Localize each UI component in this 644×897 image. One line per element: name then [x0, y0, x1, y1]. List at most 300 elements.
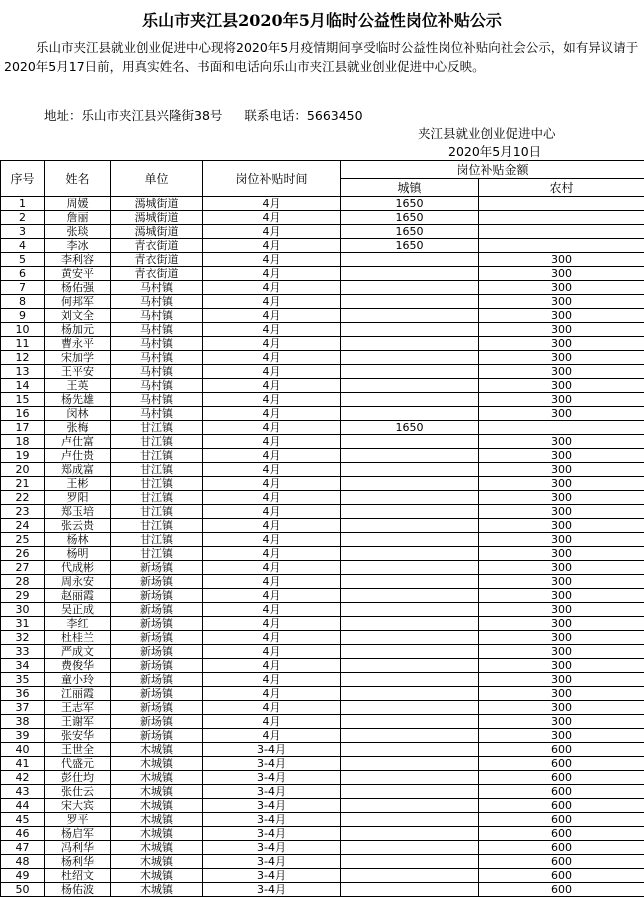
cell-name: 吴正成	[45, 603, 111, 617]
cell-period: 4月	[203, 463, 341, 477]
cell-period: 3-4月	[203, 827, 341, 841]
cell-unit: 新场镇	[111, 729, 203, 743]
table-row	[1, 659, 644, 673]
cell-rural: 300	[479, 351, 644, 365]
cell-urban	[341, 883, 479, 897]
cell-unit: 马村镇	[111, 309, 203, 323]
cell-period: 4月	[203, 659, 341, 673]
cell-urban: 1650	[341, 421, 479, 435]
cell-seq: 43	[1, 785, 45, 799]
table-row	[1, 337, 644, 351]
cell-unit: 青衣街道	[111, 267, 203, 281]
cell-name: 杨先雄	[45, 393, 111, 407]
cell-name: 杜桂兰	[45, 631, 111, 645]
table-row	[1, 771, 644, 785]
cell-name: 杨明	[45, 547, 111, 561]
cell-name: 代盛元	[45, 757, 111, 771]
cell-name: 彭仕均	[45, 771, 111, 785]
cell-name: 王谢军	[45, 715, 111, 729]
cell-period: 4月	[203, 351, 341, 365]
table-row	[1, 239, 644, 253]
cell-urban	[341, 799, 479, 813]
phone-text: 联系电话：5663450	[244, 108, 363, 123]
cell-name: 李红	[45, 617, 111, 631]
cell-unit: 新场镇	[111, 701, 203, 715]
cell-rural: 600	[479, 827, 644, 841]
header-rural: 农村	[479, 179, 644, 197]
cell-rural: 600	[479, 743, 644, 757]
cell-period: 3-4月	[203, 813, 341, 827]
table-row	[1, 813, 644, 827]
cell-unit: 甘江镇	[111, 505, 203, 519]
table-row	[1, 351, 644, 365]
cell-urban	[341, 561, 479, 575]
table-row	[1, 827, 644, 841]
cell-seq: 47	[1, 841, 45, 855]
cell-period: 4月	[203, 729, 341, 743]
table-row	[1, 729, 644, 743]
cell-unit: 马村镇	[111, 281, 203, 295]
cell-period: 4月	[203, 365, 341, 379]
table-row	[1, 687, 644, 701]
table-header	[1, 161, 644, 197]
cell-unit: 马村镇	[111, 407, 203, 421]
cell-unit: 漹城街道	[111, 197, 203, 211]
table-row	[1, 449, 644, 463]
cell-unit: 马村镇	[111, 337, 203, 351]
cell-name: 童小玲	[45, 673, 111, 687]
header-seq: 序号	[1, 161, 45, 197]
cell-rural: 600	[479, 813, 644, 827]
cell-urban	[341, 519, 479, 533]
cell-rural: 300	[479, 267, 644, 281]
table-row	[1, 575, 644, 589]
cell-rural	[479, 239, 644, 253]
table-row	[1, 211, 644, 225]
cell-period: 4月	[203, 379, 341, 393]
cell-period: 4月	[203, 407, 341, 421]
cell-period: 4月	[203, 267, 341, 281]
cell-rural: 300	[479, 617, 644, 631]
header-urban: 城镇	[341, 179, 479, 197]
cell-period: 4月	[203, 295, 341, 309]
cell-rural: 300	[479, 393, 644, 407]
cell-period: 4月	[203, 519, 341, 533]
table-row	[1, 799, 644, 813]
cell-name: 王志军	[45, 701, 111, 715]
cell-urban	[341, 267, 479, 281]
table-row	[1, 603, 644, 617]
cell-urban	[341, 253, 479, 267]
cell-seq: 33	[1, 645, 45, 659]
table-row	[1, 883, 644, 897]
table-row	[1, 841, 644, 855]
cell-seq: 29	[1, 589, 45, 603]
cell-urban	[341, 393, 479, 407]
cell-rural: 600	[479, 869, 644, 883]
table-row	[1, 589, 644, 603]
cell-urban	[341, 813, 479, 827]
cell-urban	[341, 547, 479, 561]
cell-urban	[341, 687, 479, 701]
cell-name: 王彬	[45, 477, 111, 491]
cell-period: 4月	[203, 673, 341, 687]
cell-seq: 1	[1, 197, 45, 211]
cell-name: 李利容	[45, 253, 111, 267]
table-row	[1, 701, 644, 715]
cell-rural: 300	[479, 673, 644, 687]
cell-rural: 300	[479, 687, 644, 701]
cell-rural: 300	[479, 407, 644, 421]
cell-rural: 300	[479, 561, 644, 575]
cell-unit: 木城镇	[111, 841, 203, 855]
cell-seq: 5	[1, 253, 45, 267]
cell-name: 罗平	[45, 813, 111, 827]
cell-period: 4月	[203, 449, 341, 463]
cell-rural: 300	[479, 253, 644, 267]
cell-unit: 新场镇	[111, 673, 203, 687]
table-row	[1, 197, 644, 211]
cell-rural: 300	[479, 281, 644, 295]
cell-urban	[341, 715, 479, 729]
cell-seq: 46	[1, 827, 45, 841]
cell-rural: 300	[479, 729, 644, 743]
table-row	[1, 505, 644, 519]
cell-unit: 马村镇	[111, 365, 203, 379]
cell-name: 宋大宾	[45, 799, 111, 813]
cell-unit: 甘江镇	[111, 519, 203, 533]
cell-seq: 49	[1, 869, 45, 883]
cell-seq: 40	[1, 743, 45, 757]
cell-rural: 300	[479, 449, 644, 463]
cell-unit: 新场镇	[111, 631, 203, 645]
cell-unit: 漹城街道	[111, 211, 203, 225]
cell-urban: 1650	[341, 197, 479, 211]
cell-unit: 甘江镇	[111, 533, 203, 547]
cell-period: 4月	[203, 631, 341, 645]
cell-rural: 600	[479, 771, 644, 785]
cell-rural	[479, 197, 644, 211]
table-row	[1, 547, 644, 561]
cell-seq: 42	[1, 771, 45, 785]
cell-period: 4月	[203, 505, 341, 519]
cell-seq: 44	[1, 799, 45, 813]
cell-seq: 38	[1, 715, 45, 729]
cell-seq: 14	[1, 379, 45, 393]
cell-unit: 甘江镇	[111, 547, 203, 561]
table-row	[1, 855, 644, 869]
cell-rural: 300	[479, 603, 644, 617]
header-name: 姓名	[45, 161, 111, 197]
cell-period: 4月	[203, 561, 341, 575]
cell-rural: 600	[479, 757, 644, 771]
cell-period: 3-4月	[203, 785, 341, 799]
cell-urban	[341, 855, 479, 869]
cell-urban	[341, 841, 479, 855]
cell-period: 4月	[203, 197, 341, 211]
cell-urban	[341, 533, 479, 547]
table-row	[1, 267, 644, 281]
table-row	[1, 631, 644, 645]
table-row	[1, 743, 644, 757]
table-row	[1, 365, 644, 379]
cell-urban	[341, 575, 479, 589]
cell-seq: 13	[1, 365, 45, 379]
cell-seq: 34	[1, 659, 45, 673]
cell-period: 4月	[203, 239, 341, 253]
cell-name: 黄安平	[45, 267, 111, 281]
cell-period: 3-4月	[203, 757, 341, 771]
cell-seq: 22	[1, 491, 45, 505]
cell-rural: 300	[479, 505, 644, 519]
cell-seq: 27	[1, 561, 45, 575]
cell-period: 4月	[203, 533, 341, 547]
cell-rural: 300	[479, 533, 644, 547]
table-row	[1, 757, 644, 771]
cell-period: 3-4月	[203, 855, 341, 869]
cell-urban	[341, 337, 479, 351]
cell-period: 4月	[203, 687, 341, 701]
cell-rural: 300	[479, 547, 644, 561]
table-row	[1, 463, 644, 477]
table-row	[1, 561, 644, 575]
table-row	[1, 435, 644, 449]
cell-seq: 3	[1, 225, 45, 239]
cell-period: 4月	[203, 225, 341, 239]
table-row	[1, 519, 644, 533]
cell-urban	[341, 701, 479, 715]
cell-unit: 新场镇	[111, 617, 203, 631]
cell-urban	[341, 491, 479, 505]
cell-rural: 300	[479, 463, 644, 477]
cell-name: 闵林	[45, 407, 111, 421]
table-row	[1, 617, 644, 631]
issue-date: 2020年5月10日	[448, 144, 542, 159]
table-row	[1, 393, 644, 407]
cell-name: 费俊华	[45, 659, 111, 673]
cell-urban: 1650	[341, 239, 479, 253]
cell-unit: 木城镇	[111, 827, 203, 841]
cell-period: 4月	[203, 309, 341, 323]
cell-name: 杜绍文	[45, 869, 111, 883]
table-row	[1, 477, 644, 491]
table-row	[1, 785, 644, 799]
cell-period: 4月	[203, 477, 341, 491]
cell-urban	[341, 631, 479, 645]
cell-period: 4月	[203, 547, 341, 561]
cell-name: 张云贵	[45, 519, 111, 533]
cell-period: 4月	[203, 603, 341, 617]
cell-urban	[341, 589, 479, 603]
table-row	[1, 295, 644, 309]
cell-seq: 39	[1, 729, 45, 743]
cell-unit: 木城镇	[111, 771, 203, 785]
cell-name: 杨利华	[45, 855, 111, 869]
header-unit: 单位	[111, 161, 203, 197]
table-row	[1, 421, 644, 435]
cell-unit: 木城镇	[111, 813, 203, 827]
cell-period: 4月	[203, 323, 341, 337]
cell-name: 代成彬	[45, 561, 111, 575]
page-title: 乐山市夹江县2020年5月临时公益性岗位补贴公示	[142, 11, 502, 30]
cell-unit: 漹城街道	[111, 225, 203, 239]
cell-name: 詹丽	[45, 211, 111, 225]
cell-period: 4月	[203, 211, 341, 225]
cell-period: 4月	[203, 435, 341, 449]
header-amount: 岗位补贴金额	[341, 161, 644, 179]
cell-period: 4月	[203, 715, 341, 729]
cell-rural: 300	[479, 589, 644, 603]
cell-seq: 35	[1, 673, 45, 687]
cell-rural: 300	[479, 295, 644, 309]
cell-name: 张安华	[45, 729, 111, 743]
cell-unit: 新场镇	[111, 561, 203, 575]
cell-name: 曹永平	[45, 337, 111, 351]
cell-urban	[341, 309, 479, 323]
cell-name: 杨佑强	[45, 281, 111, 295]
cell-name: 张仕云	[45, 785, 111, 799]
address-text: 地址：乐山市夹江县兴隆街38号	[44, 108, 223, 123]
cell-seq: 16	[1, 407, 45, 421]
cell-unit: 青衣街道	[111, 253, 203, 267]
cell-name: 杨佑波	[45, 883, 111, 897]
cell-urban	[341, 617, 479, 631]
cell-name: 李冰	[45, 239, 111, 253]
cell-seq: 17	[1, 421, 45, 435]
cell-name: 张琰	[45, 225, 111, 239]
cell-unit: 木城镇	[111, 883, 203, 897]
cell-seq: 7	[1, 281, 45, 295]
cell-urban: 1650	[341, 211, 479, 225]
cell-period: 4月	[203, 589, 341, 603]
cell-rural: 300	[479, 365, 644, 379]
cell-seq: 31	[1, 617, 45, 631]
cell-rural: 300	[479, 715, 644, 729]
cell-urban	[341, 351, 479, 365]
cell-rural: 300	[479, 435, 644, 449]
cell-seq: 18	[1, 435, 45, 449]
cell-name: 王英	[45, 379, 111, 393]
cell-urban	[341, 449, 479, 463]
cell-seq: 32	[1, 631, 45, 645]
cell-seq: 50	[1, 883, 45, 897]
cell-name: 刘文全	[45, 309, 111, 323]
cell-name: 赵丽霞	[45, 589, 111, 603]
cell-seq: 24	[1, 519, 45, 533]
table-row	[1, 253, 644, 267]
cell-seq: 10	[1, 323, 45, 337]
table-row	[1, 645, 644, 659]
cell-unit: 木城镇	[111, 799, 203, 813]
cell-name: 严成文	[45, 645, 111, 659]
cell-urban	[341, 729, 479, 743]
cell-rural: 300	[479, 519, 644, 533]
cell-name: 郑玉培	[45, 505, 111, 519]
cell-name: 郑成富	[45, 463, 111, 477]
cell-urban	[341, 743, 479, 757]
cell-period: 3-4月	[203, 771, 341, 785]
cell-unit: 甘江镇	[111, 449, 203, 463]
cell-seq: 19	[1, 449, 45, 463]
cell-rural: 300	[479, 631, 644, 645]
cell-unit: 木城镇	[111, 757, 203, 771]
cell-name: 冯利华	[45, 841, 111, 855]
cell-period: 4月	[203, 575, 341, 589]
cell-rural: 300	[479, 701, 644, 715]
cell-period: 4月	[203, 253, 341, 267]
cell-rural: 300	[479, 575, 644, 589]
cell-name: 王平安	[45, 365, 111, 379]
cell-name: 江丽霞	[45, 687, 111, 701]
cell-period: 3-4月	[203, 869, 341, 883]
cell-unit: 马村镇	[111, 393, 203, 407]
cell-urban	[341, 757, 479, 771]
cell-unit: 新场镇	[111, 589, 203, 603]
cell-urban	[341, 295, 479, 309]
cell-unit: 新场镇	[111, 715, 203, 729]
cell-seq: 11	[1, 337, 45, 351]
cell-seq: 37	[1, 701, 45, 715]
cell-rural: 600	[479, 785, 644, 799]
cell-urban	[341, 603, 479, 617]
cell-seq: 20	[1, 463, 45, 477]
cell-seq: 9	[1, 309, 45, 323]
table-row	[1, 533, 644, 547]
cell-seq: 21	[1, 477, 45, 491]
table-row	[1, 869, 644, 883]
cell-name: 宋加学	[45, 351, 111, 365]
table-row	[1, 225, 644, 239]
cell-seq: 23	[1, 505, 45, 519]
cell-period: 3-4月	[203, 841, 341, 855]
cell-unit: 木城镇	[111, 869, 203, 883]
cell-unit: 木城镇	[111, 855, 203, 869]
table-row	[1, 407, 644, 421]
cell-urban	[341, 659, 479, 673]
cell-seq: 12	[1, 351, 45, 365]
subsidy-table	[0, 160, 644, 897]
table-row	[1, 323, 644, 337]
cell-rural: 300	[479, 645, 644, 659]
cell-rural	[479, 421, 644, 435]
cell-unit: 新场镇	[111, 603, 203, 617]
cell-period: 3-4月	[203, 743, 341, 757]
header-period: 岗位补贴时间	[203, 161, 341, 197]
cell-name: 周媛	[45, 197, 111, 211]
cell-urban	[341, 463, 479, 477]
cell-seq: 8	[1, 295, 45, 309]
cell-seq: 25	[1, 533, 45, 547]
cell-name: 周永安	[45, 575, 111, 589]
cell-rural: 300	[479, 659, 644, 673]
table-row	[1, 379, 644, 393]
cell-rural: 600	[479, 855, 644, 869]
cell-seq: 28	[1, 575, 45, 589]
cell-urban	[341, 323, 479, 337]
cell-unit: 甘江镇	[111, 491, 203, 505]
cell-urban	[341, 827, 479, 841]
cell-seq: 41	[1, 757, 45, 771]
table-row	[1, 309, 644, 323]
cell-rural	[479, 211, 644, 225]
cell-urban	[341, 673, 479, 687]
cell-unit: 木城镇	[111, 743, 203, 757]
cell-unit: 甘江镇	[111, 421, 203, 435]
cell-urban	[341, 407, 479, 421]
cell-unit: 青衣街道	[111, 239, 203, 253]
table-row	[1, 715, 644, 729]
cell-rural	[479, 225, 644, 239]
